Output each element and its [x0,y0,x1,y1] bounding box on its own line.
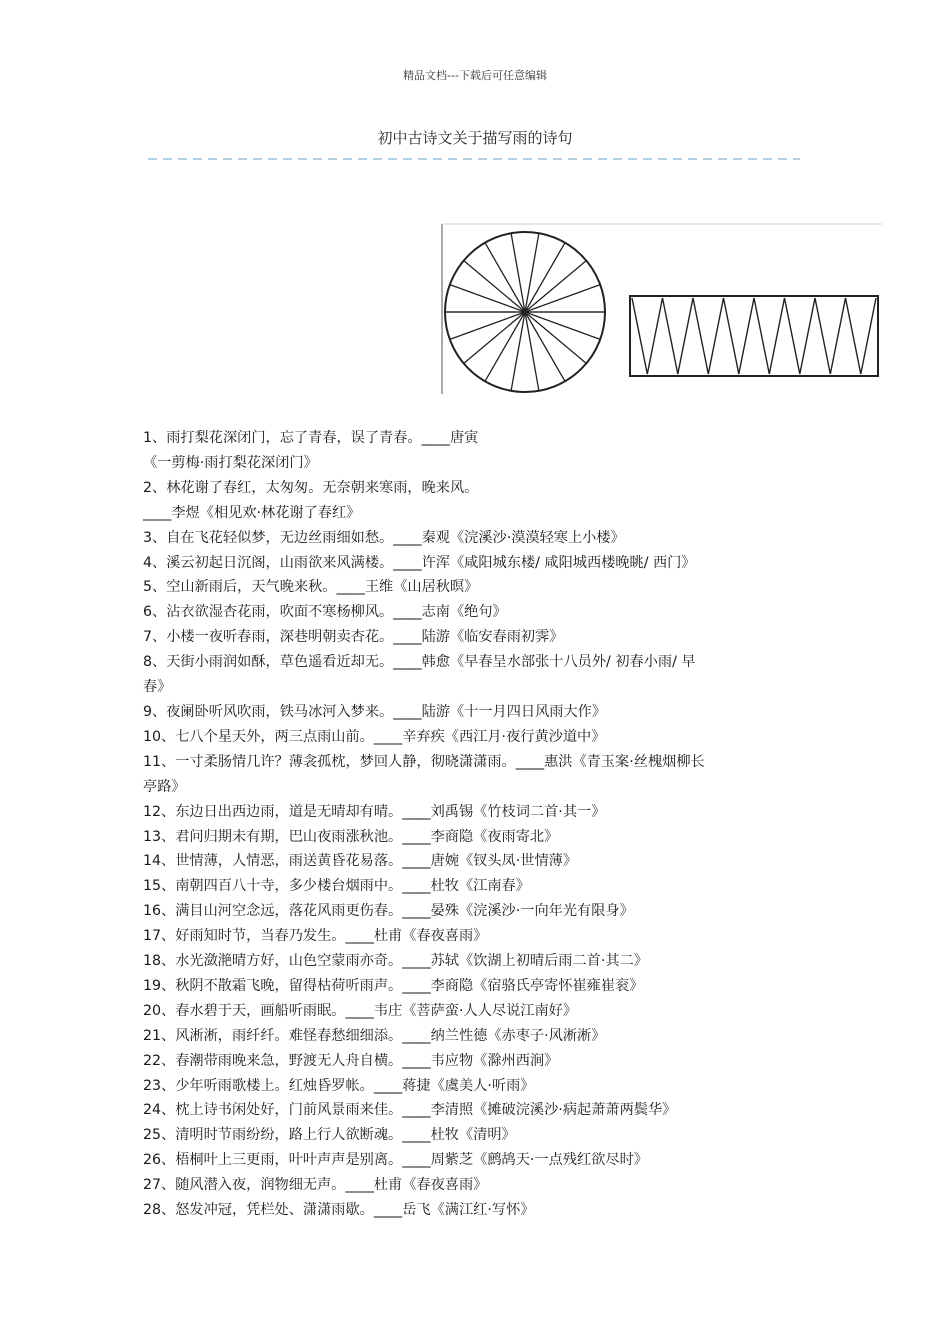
poem-line: 26、梧桐叶上三更雨，叶叶声声是别离。____周紫芝《鹧鸪天·一点残红欲尽时》 [143,1152,648,1169]
poem-line: 16、满目山河空念远，落花风雨更伤春。____晏殊《浣溪沙·一向年光有限身》 [143,903,634,920]
poem-line: 11、一寸柔肠情几许？薄衾孤枕，梦回人静，彻晓潇潇雨。____惠洪《青玉案·丝槐烟柳长 [143,753,705,770]
poem-line: 24、枕上诗书闲处好，门前风景雨来佳。____李清照《摊破浣溪沙·病起萧萧两鬓华》 [143,1102,677,1119]
poem-line: 10、七八个星天外，两三点雨山前。____辛弃疾《西江月·夜行黄沙道中》 [143,728,606,745]
wheel-spoke [464,312,525,363]
wheel-spoke [464,261,525,312]
wheel-spoke [525,261,586,312]
poem-line: 亭路》 [143,778,186,795]
poem-line: 春》 [143,679,172,696]
poem-line: 20、春水碧于天，画船听雨眠。____韦庄《菩萨蛮·人人尽说江南好》 [143,1002,578,1019]
poem-line: 5、空山新雨后，天气晚来秋。____王维《山居秋暝》 [143,579,479,596]
poem-line: 4、溪云初起日沉阁，山雨欲来风满楼。____许浑《咸阳城东楼/ 咸阳城西楼晚眺/ 西门》 [143,554,696,571]
poem-line: 17、好雨知时节，当春乃发生。____杜甫《春夜喜雨》 [143,928,488,945]
wheel-spoke [525,312,586,363]
poem-line: 6、沾衣欲湿杏花雨，吹面不寒杨柳风。____志南《绝句》 [143,604,507,621]
wheel-spoke [450,312,525,339]
poem-line: 1、雨打梨花深闭门，忘了青春，误了青春。____唐寅 [143,430,479,446]
zigzag-band [630,296,878,376]
poem-line: 14、世情薄，人情恶，雨送黄昏花易落。____唐婉《钗头凤·世情薄》 [143,853,578,870]
poem-line: 3、自在飞花轻似梦，无边丝雨细如愁。____秦观《浣溪沙·漠漠轻寒上小楼》 [143,529,625,546]
title-dashed-rule [148,152,800,166]
poem-line: ____李煜《相见欢·林花谢了春红》 [143,504,361,521]
poem-line: 23、少年听雨歌楼上。红烛昏罗帐。____蒋捷《虞美人·听雨》 [143,1077,535,1094]
decorative-figure [440,222,882,394]
spoked-wheel [445,232,605,392]
poem-list [143,426,815,1223]
poem-line: 8、天街小雨润如酥，草色遥看近却无。____韩愈《早春呈水部张十八员外/ 初春小雨/ 早 [143,654,696,671]
poem-line: 9、夜阑卧听风吹雨，铁马冰河入梦来。____陆游《十一月四日风雨大作》 [143,703,607,720]
header-note: 精品文档---下载后可任意编辑 [403,69,547,82]
poem-line: 25、清明时节雨纷纷，路上行人欲断魂。____杜牧《清明》 [143,1127,516,1144]
poem-line: 22、春潮带雨晚来急，野渡无人舟自横。____韦应物《滁州西涧》 [143,1052,559,1069]
wheel-spoke [525,312,600,339]
poem-line: 7、小楼一夜听春雨，深巷明朝卖杏花。____陆游《临安春雨初霁》 [143,629,564,646]
poem-line: 《一剪梅·雨打梨花深闭门》 [143,454,318,471]
poem-line: 28、怒发冲冠，凭栏处、潇潇雨歇。____岳飞《满江红·写怀》 [143,1202,535,1219]
poem-line: 18、水光潋滟晴方好，山色空蒙雨亦奇。____苏轼《饮湖上初晴后雨二首·其二》 [143,953,648,970]
poem-line: 27、随风潜入夜，润物细无声。____杜甫《春夜喜雨》 [143,1177,488,1194]
poem-line: 19、秋阴不散霜飞晚，留得枯荷听雨声。____李商隐《宿骆氏亭寄怀崔雍崔衮》 [143,977,644,994]
poem-line: 2、林花谢了春红，太匆匆。无奈朝来寒雨，晚来风。 [143,479,479,496]
document-title: 初中古诗文关于描写雨的诗句 [377,129,573,147]
poem-line: 13、君问归期未有期，巴山夜雨涨秋池。____李商隐《夜雨寄北》 [143,828,559,845]
wheel-spoke [450,285,525,312]
poem-line: 21、风淅淅，雨纤纤。难怪春愁细细添。____纳兰性德《赤枣子·风淅淅》 [143,1027,606,1044]
wheel-spoke [525,285,600,312]
poem-line: 12、东边日出西边雨，道是无晴却有晴。____刘禹锡《竹枝词二首·其一》 [143,803,606,820]
poem-line: 15、南朝四百八十寺，多少楼台烟雨中。____杜牧《江南春》 [143,878,530,895]
